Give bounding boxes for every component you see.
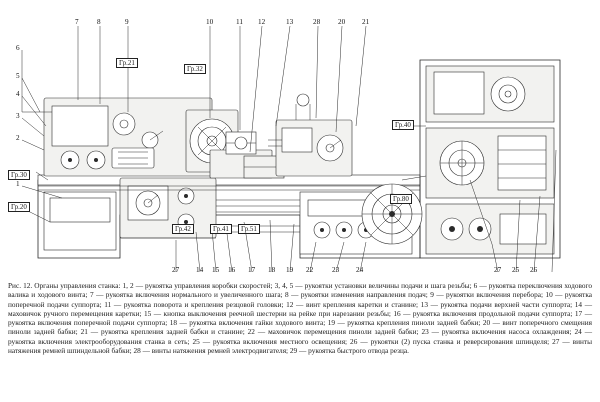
group-label-42: Гр.42 [172,224,194,234]
callout-5: 5 [16,72,20,80]
callout-15: 15 [212,266,220,274]
callout-29: 28 [313,18,321,26]
group-label-30: Гр.30 [8,170,30,180]
callout-16: 16 [228,266,236,274]
callout-7: 7 [75,18,79,26]
group-label-40: Гр.40 [392,120,414,130]
callout-18: 18 [268,266,276,274]
callout-14: 14 [196,266,204,274]
callout-22: 22 [306,266,314,274]
figure-caption: Рис. 12. Органы управления станка: 1, 2 — рукоятка управления коробки скоростей; 3, 4, 5 — рукоятки установки величины подачи и шага резьбы; 6 — рукоятка переключения ходового валика и ходового винта; 7 — рукоятка включения нормального и увеличенного шага; 8 — рукоятки изменения направления подач; 9 — рукоятки включения перебора; 10 — рукоятка поперечной подачи суппорта; 11 — рукоятка поворота и крепления резцовой головки; 12 — винт крепления каретки и станине; 13 — рукоятка подачи верхней части суппорта; 14 — маховичок ручного перемещения каретки; 15 — кнопка выключения реечной шестерни на рейке при нарезании резьбы; 16 — рукоятка включения продольной подачи суппорта; 17 — рукоятка включения поперечной подачи суппорта; 18 — рукоятка включения гайки ходового винта; 19 — рукоятка крепления пиноли задней бабки; 20 — винт поперечного смещения пиноли задней бабки; 21 — рукоятка крепления задней бабки и станине; 22 — маховичок перемещения пиноли задней бабки; 23 — рукоятка включения насоса охлаждения; 24 — рукоятка включения электрооборудования станка в сеть; 25 — рукоятка включения местного освещения; 26 — рукоятки (2) пуска станка и реверсирования шпинделя; 27 — винты натяжения ремней шпиндельной бабки; 28 — винты натяжения ремней электродвигателя; 29 — рукоятка быстрого отвода резца. [8,281,592,356]
callout-17: 17 [248,266,256,274]
group-label-20: Гр.20 [8,202,30,212]
callout-27: 27 [494,266,502,274]
callout-4: 4 [16,90,20,98]
callout-1: 1 [16,180,20,188]
group-label-51: Гр.51 [238,224,260,234]
callout-24: 24 [356,266,364,274]
callout-6: 6 [16,44,20,52]
callout-12: 12 [258,18,266,26]
callout-25: 25 [512,266,520,274]
callout-19: 19 [286,266,294,274]
callout-11: 11 [236,18,243,26]
group-label-41: Гр.41 [210,224,232,234]
callout-13: 13 [286,18,294,26]
callout-8: 8 [97,18,101,26]
group-label-32: Гр.32 [184,64,206,74]
callout-21: 21 [362,18,370,26]
callout-26: 26 [530,266,538,274]
callout-2: 2 [16,134,20,142]
callout-20: 20 [338,18,346,26]
callout-23: 23 [332,266,340,274]
callout-3: 3 [16,112,20,120]
callout-9: 9 [125,18,129,26]
callout-10: 10 [206,18,214,26]
group-label-80: Гр.80 [390,194,412,204]
callout-28: 27 [172,266,180,274]
group-label-21: Гр.21 [116,58,138,68]
